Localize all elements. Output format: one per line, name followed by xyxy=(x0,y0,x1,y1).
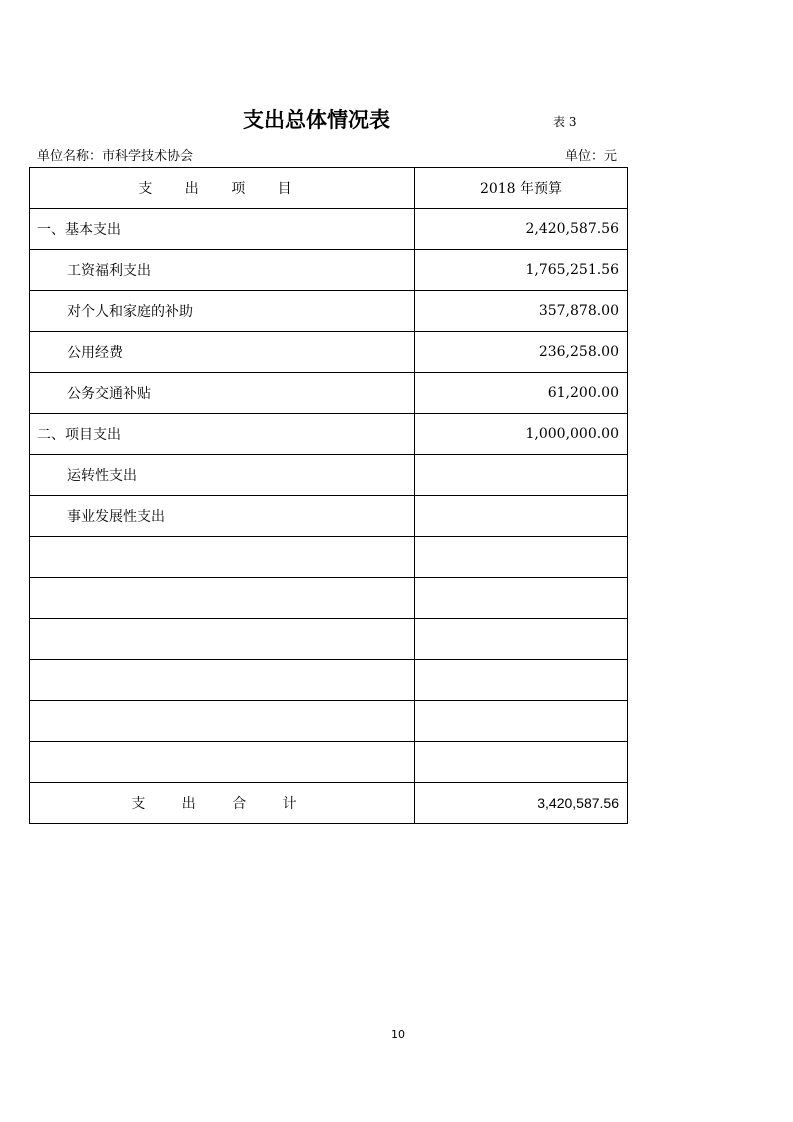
unit-name-label: 单位名称：市科学技术协会 xyxy=(37,149,194,164)
currency-unit-label: 单位：元 xyxy=(565,149,618,164)
table-number: 表 3 xyxy=(553,115,577,129)
total-row xyxy=(30,783,628,824)
total-value: 3,420,587.56 xyxy=(415,783,628,824)
row-value: 357,878.00 xyxy=(415,291,628,332)
table-row xyxy=(30,332,628,373)
row-label xyxy=(30,701,415,742)
row-value xyxy=(415,496,628,537)
column-header-budget: 2018 年预算 xyxy=(415,168,628,209)
row-value: 1,000,000.00 xyxy=(415,414,628,455)
row-value xyxy=(415,701,628,742)
page-number: 10 xyxy=(391,1028,405,1041)
table-row xyxy=(30,496,628,537)
table-row xyxy=(30,414,628,455)
row-label: 运转性支出 xyxy=(30,455,415,496)
table-header-row xyxy=(30,168,628,209)
row-label xyxy=(30,578,415,619)
row-value xyxy=(415,619,628,660)
row-label xyxy=(30,660,415,701)
row-value xyxy=(415,578,628,619)
row-label: 二、项目支出 xyxy=(30,414,415,455)
row-label: 一、基本支出 xyxy=(30,209,415,250)
row-label xyxy=(30,742,415,783)
row-label: 工资福利支出 xyxy=(30,250,415,291)
table-row xyxy=(30,209,628,250)
row-value: 2,420,587.56 xyxy=(415,209,628,250)
table-row xyxy=(30,373,628,414)
table-row xyxy=(30,455,628,496)
row-label: 公务交通补贴 xyxy=(30,373,415,414)
table-row xyxy=(30,250,628,291)
page-title: 支出总体情况表 xyxy=(243,108,390,132)
row-value: 61,200.00 xyxy=(415,373,628,414)
row-label xyxy=(30,619,415,660)
column-header-item: 支 出 项 目 xyxy=(30,168,415,209)
table-row xyxy=(30,578,628,619)
table-row xyxy=(30,660,628,701)
row-label: 事业发展性支出 xyxy=(30,496,415,537)
expenditure-table xyxy=(29,167,628,824)
total-label: 支 出 合 计 xyxy=(30,783,415,824)
row-value xyxy=(415,742,628,783)
table-row xyxy=(30,701,628,742)
table-row xyxy=(30,742,628,783)
row-value: 236,258.00 xyxy=(415,332,628,373)
table-row xyxy=(30,537,628,578)
row-label: 对个人和家庭的补助 xyxy=(30,291,415,332)
row-value xyxy=(415,537,628,578)
row-label xyxy=(30,537,415,578)
row-value xyxy=(415,660,628,701)
row-label: 公用经费 xyxy=(30,332,415,373)
row-value: 1,765,251.56 xyxy=(415,250,628,291)
table-row xyxy=(30,619,628,660)
table-row xyxy=(30,291,628,332)
row-value xyxy=(415,455,628,496)
